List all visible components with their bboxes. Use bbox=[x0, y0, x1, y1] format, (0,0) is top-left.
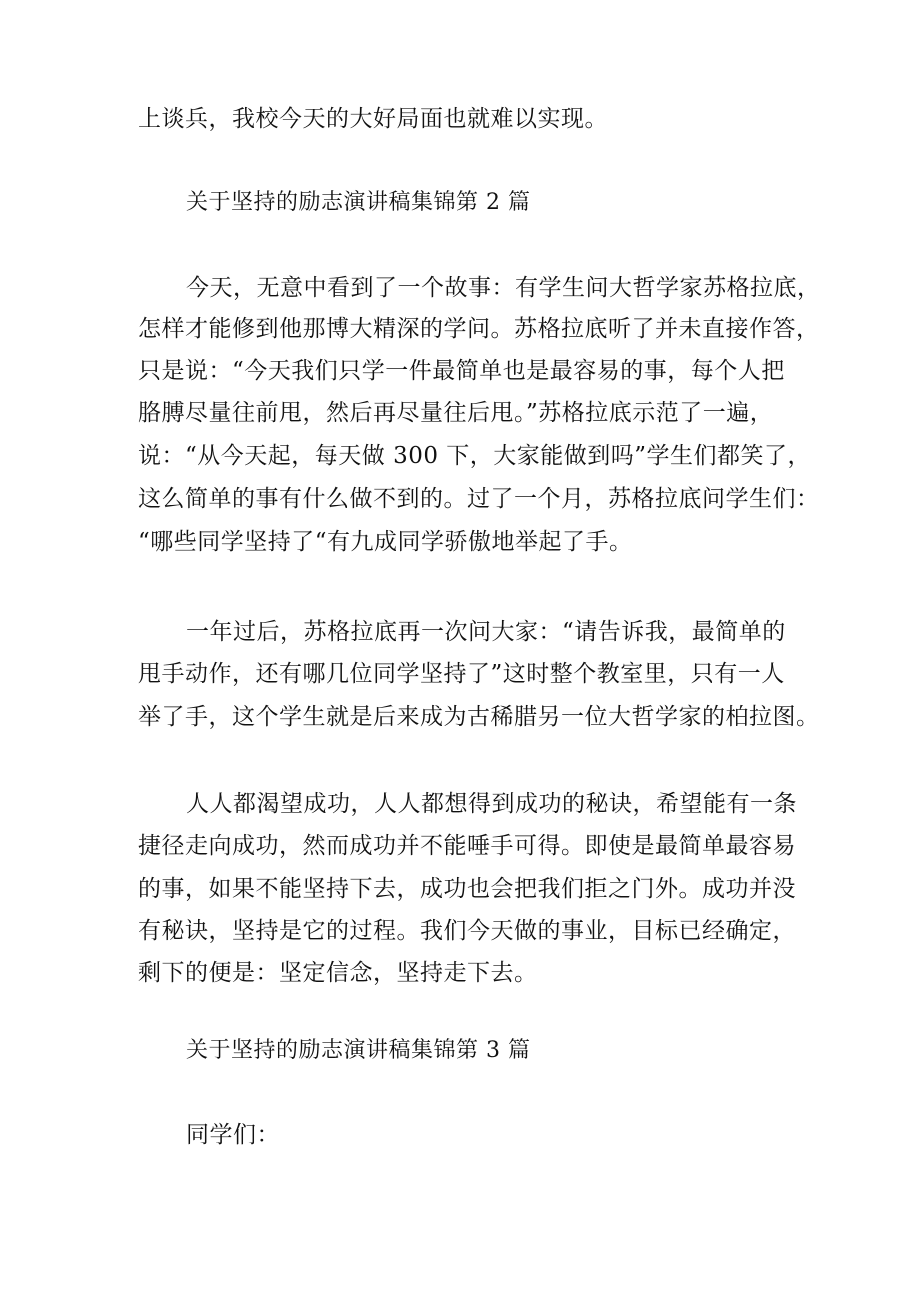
section-heading-3: 关于坚持的励志演讲稿集锦第 3 篇 bbox=[186, 1038, 531, 1063]
para2-line-3: 举了手，这个学生就是后来成为古稀腊另一位大哲学家的柏拉图。 bbox=[138, 704, 820, 730]
salutation-line: 同学们： bbox=[186, 1122, 280, 1148]
para1-line-4: 胳膊尽量往前甩，然后再尽量往后甩。”苏格拉底示范了一遍， bbox=[138, 400, 774, 426]
para3-line-2: 捷径走向成功，然而成功并不能唾手可得。即使是最简单最容易 bbox=[138, 833, 796, 859]
para3-line-1: 人人都渴望成功，人人都想得到成功的秘诀，希望能有一条 bbox=[186, 791, 797, 817]
section-heading-2: 关于坚持的励志演讲稿集锦第 2 篇 bbox=[186, 190, 531, 215]
para1-line-3: 只是说：“今天我们只学一件最简单也是最容易的事，每个人把 bbox=[138, 358, 785, 384]
para1-line-1: 今天，无意中看到了一个故事：有学生问大哲学家苏格拉底， bbox=[186, 275, 821, 301]
para3-line-5: 剩下的便是：坚定信念，坚持走下去。 bbox=[138, 960, 538, 986]
para2-line-2: 甩手动作，还有哪几位同学坚持了”这时整个教室里，只有一人 bbox=[138, 661, 785, 687]
para3-line-4: 有秘诀，坚持是它的过程。我们今天做的事业，目标已经确定， bbox=[138, 918, 796, 944]
para1-line-2: 怎样才能修到他那博大精深的学问。苏格拉底听了并未直接作答， bbox=[138, 316, 820, 342]
para3-line-3: 的事，如果不能坚持下去，成功也会把我们拒之门外。成功并没 bbox=[138, 876, 796, 902]
para1-line-7: “哪些同学坚持了“有九成同学骄傲地举起了手。 bbox=[138, 529, 633, 555]
continuation-line: 上谈兵，我校今天的大好局面也就难以实现。 bbox=[138, 106, 608, 132]
para1-line-6: 这么简单的事有什么做不到的。过了一个月，苏格拉底问学生们： bbox=[138, 486, 820, 512]
para2-line-1: 一年过后，苏格拉底再一次问大家：“请告诉我，最简单的 bbox=[186, 619, 786, 645]
para1-line-5: 说：“从今天起，每天做 300 下，大家能做到吗”学生们都笑了， bbox=[138, 443, 812, 469]
